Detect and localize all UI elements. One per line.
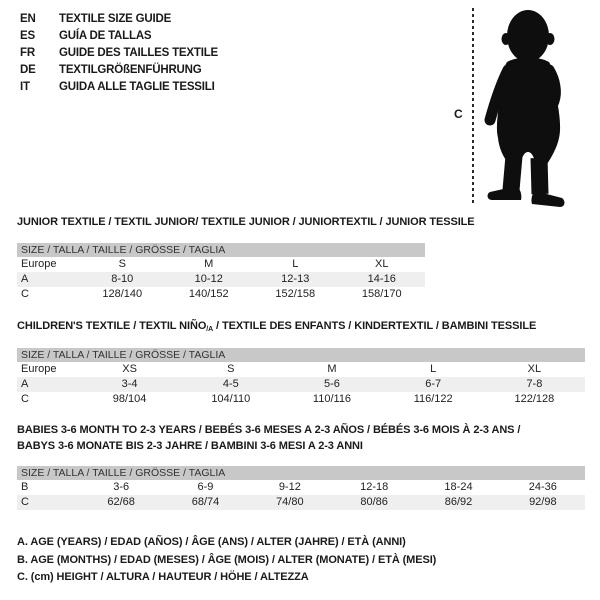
size-cell: 6-9: [197, 481, 214, 493]
table-row: [17, 257, 425, 272]
language-row: [20, 44, 218, 61]
size-cell: 80/86: [360, 496, 388, 508]
size-cell: 14-16: [367, 273, 396, 285]
size-cell: L: [430, 363, 437, 375]
heading-text: CHILDREN'S TEXTILE / TEXTIL NIÑO: [17, 320, 207, 332]
size-cell: 158/170: [361, 288, 402, 300]
size-cell: 10-12: [194, 273, 223, 285]
size-cell: 3-4: [121, 378, 138, 390]
size-cell: 110/116: [312, 393, 352, 405]
table-row: [17, 272, 425, 287]
size-cell: 140/152: [188, 288, 229, 300]
size-cell: 92/98: [529, 496, 557, 508]
language-code: FR: [20, 46, 35, 59]
size-cell: S: [118, 258, 126, 270]
table-row: [17, 362, 585, 377]
language-code: DE: [20, 64, 36, 77]
table-row: [17, 287, 425, 302]
language-title: GUIDA ALLE TAGLIE TESSILI: [59, 81, 215, 94]
table-header-bar: SIZE / TALLA / TAILLE / GRÖSSE / TAGLIA: [17, 348, 585, 362]
table-row: [17, 377, 585, 392]
size-cell: 122/128: [514, 393, 555, 405]
size-cell: 68/74: [191, 496, 220, 508]
size-cell: 98/104: [112, 393, 147, 405]
size-cell: 104/110: [211, 393, 251, 405]
size-cell: 3-6: [113, 481, 130, 493]
language-title: TEXTILGRÖßENFÜHRUNG: [59, 64, 202, 77]
size-cell: XL: [375, 258, 389, 270]
size-cell: M: [327, 363, 337, 375]
size-cell: 5-6: [324, 378, 340, 390]
size-cell: XS: [122, 363, 137, 375]
table-row: [17, 392, 585, 407]
language-row: [20, 79, 218, 96]
table-row: [17, 480, 585, 495]
legend-notes: [17, 534, 436, 587]
table-header-bar: SIZE / TALLA / TAILLE / GRÖSSE / TAGLIA: [17, 243, 425, 257]
language-title: GUÍA DE TALLAS: [59, 29, 152, 42]
language-title: TEXTILE SIZE GUIDE: [59, 12, 172, 25]
heading-subscript: /A: [206, 326, 214, 333]
legend-note-a: A. AGE (YEARS) / EDAD (AÑOS) / ÂGE (ANS) / ALTER (JAHRE) / ETÀ (ANNI): [17, 536, 406, 548]
size-cell: XL: [527, 363, 542, 375]
size-table-babies: [17, 466, 585, 510]
legend-note-c: C. (cm) HEIGHT / ALTURA / HAUTEUR / HÖHE / ALTEZZA: [17, 571, 309, 583]
height-measure-label: C: [454, 107, 463, 121]
row-label: Europe: [21, 363, 57, 375]
size-cell: M: [204, 258, 214, 270]
size-cell: 4-5: [222, 378, 239, 390]
language-row: [20, 10, 218, 27]
row-label: C: [21, 393, 29, 405]
size-cell: 18-24: [444, 481, 473, 493]
row-label: Europe: [21, 258, 57, 270]
language-code: EN: [20, 12, 36, 25]
language-list: [20, 10, 218, 96]
row-label: C: [21, 288, 29, 300]
size-cell: 152/158: [275, 288, 316, 300]
section-heading-junior: JUNIOR TEXTILE / TEXTIL JUNIOR/ TEXTILE JUNIOR / JUNIORTEXTIL / JUNIOR TESSILE: [17, 216, 475, 228]
size-cell: 116/122: [413, 393, 453, 405]
language-title: GUIDE DES TAILLES TEXTILE: [59, 46, 218, 59]
size-cell: 12-13: [281, 273, 310, 285]
size-cell: 7-8: [526, 378, 543, 390]
size-table-junior: [17, 243, 425, 302]
language-code: IT: [20, 81, 30, 94]
legend-note-b: B. AGE (MONTHS) / EDAD (MESES) / ÂGE (MOIS) / ALTER (MONATE) / ETÀ (MESI): [17, 553, 437, 566]
size-cell: 9-12: [278, 481, 301, 493]
size-cell: 74/80: [276, 496, 304, 508]
heading-line-2: BABYS 3-6 MONATE BIS 2-3 JAHRE / BAMBINI 3-6 MESI A 2-3 ANNI: [17, 440, 363, 452]
size-cell: 6-7: [425, 378, 442, 390]
section-heading-babies: [17, 422, 520, 454]
row-label: B: [21, 481, 29, 493]
row-label: A: [21, 273, 29, 285]
size-cell: 12-18: [360, 481, 389, 493]
size-cell: S: [227, 363, 235, 375]
row-label: C: [21, 496, 29, 508]
table-header-bar: SIZE / TALLA / TAILLE / GRÖSSE / TAGLIA: [17, 466, 585, 480]
heading-text: / TEXTILE DES ENFANTS / KINDERTEXTIL / BAMBINI TESSILE: [213, 320, 537, 332]
language-row: [20, 62, 218, 79]
baby-silhouette: [481, 6, 595, 210]
language-code: ES: [20, 29, 35, 42]
size-cell: 62/68: [107, 496, 135, 508]
row-label: A: [21, 378, 29, 390]
table-row: [17, 495, 585, 510]
language-row: [20, 27, 218, 44]
section-heading-children: [17, 320, 536, 333]
size-cell: L: [292, 258, 299, 270]
height-measure-dashed-line: [472, 8, 474, 206]
heading-line-1: BABIES 3-6 MONTH TO 2-3 YEARS / BEBÉS 3-6 MESES A 2-3 AÑOS / BÉBÉS 3-6 MOIS À 2-3 ANS /: [17, 424, 521, 436]
size-cell: 24-36: [528, 481, 557, 493]
size-cell: 128/140: [102, 288, 143, 300]
size-table-children: [17, 348, 585, 407]
size-cell: 8-10: [111, 273, 134, 285]
size-cell: 86/92: [444, 496, 473, 508]
